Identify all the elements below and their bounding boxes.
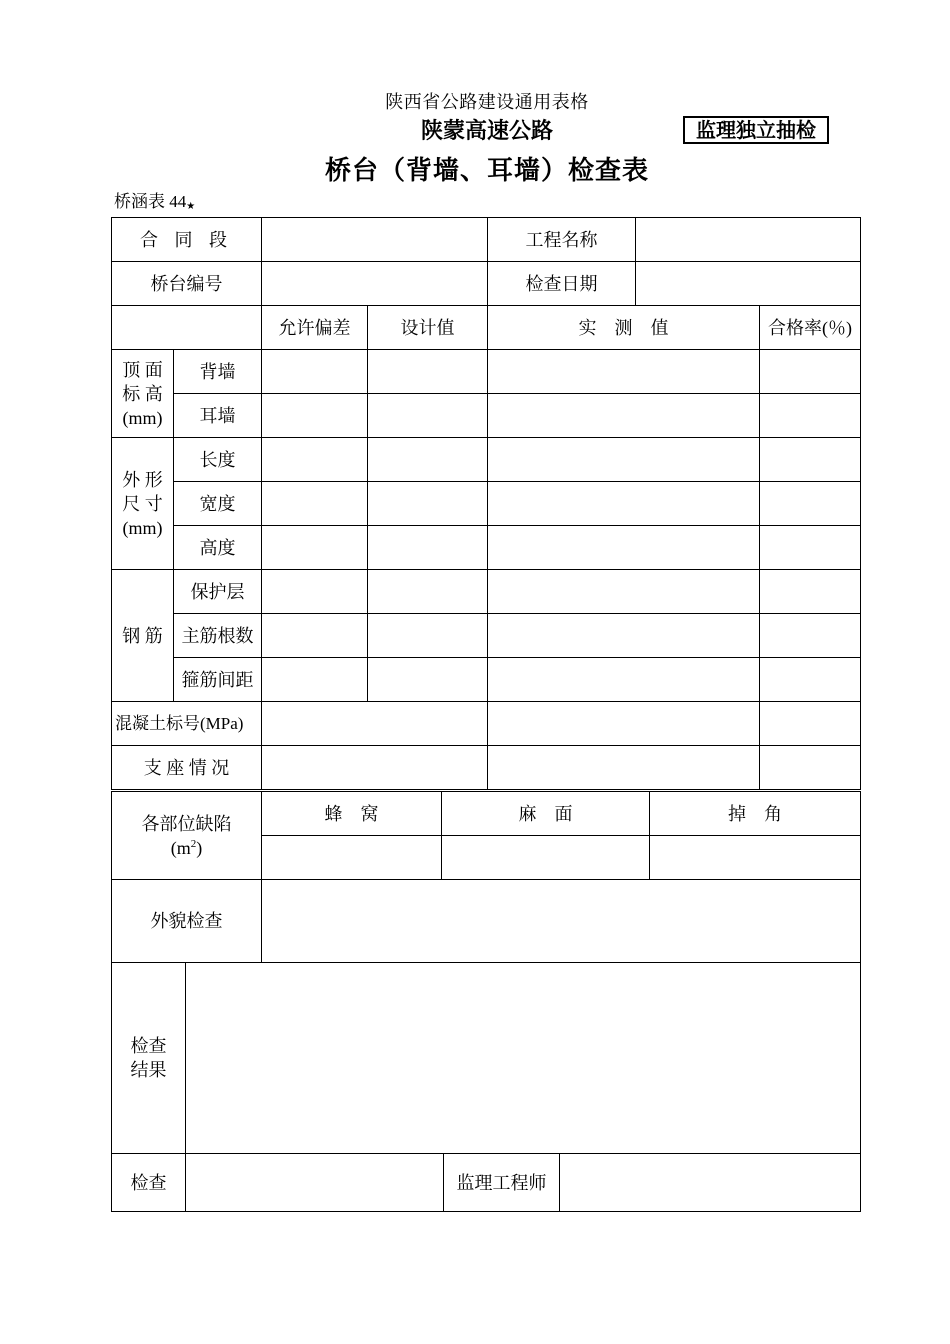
ear-wall-tolerance-cell[interactable]: [262, 394, 368, 438]
concrete-grade-label: 混凝土标号(MPa): [112, 702, 262, 746]
height-label: 高度: [174, 526, 262, 570]
elevation-group-label: [112, 350, 174, 438]
design-value-header: 设计值: [368, 306, 488, 350]
contract-field[interactable]: [262, 218, 488, 262]
abutment-number-field[interactable]: [262, 262, 488, 306]
height-pass-rate-cell[interactable]: [760, 526, 861, 570]
column-header-row: [112, 306, 861, 350]
pitting-header: 麻 面: [442, 792, 650, 836]
contract-label: 合 同 段: [112, 218, 262, 262]
result-label-line1: 检查: [130, 1036, 167, 1056]
honeycomb-value-cell[interactable]: [262, 836, 442, 880]
form-title: 桥台（背墙、耳墙）检查表: [324, 156, 649, 186]
width-measured-cell[interactable]: [488, 482, 760, 526]
defects-unit-text: (m: [170, 837, 191, 858]
ear-wall-pass-rate-cell[interactable]: [760, 394, 861, 438]
project-name-field[interactable]: [636, 218, 861, 262]
honeycomb-header: 蜂 窝: [262, 792, 442, 836]
back-wall-design-cell[interactable]: [368, 350, 488, 394]
corner-loss-value-cell[interactable]: [650, 836, 861, 880]
project-name-label: 工程名称: [488, 218, 636, 262]
table-row: [112, 614, 861, 658]
table-row: [112, 526, 861, 570]
inspector-label: 检查: [112, 1154, 186, 1212]
bearing-value-cell[interactable]: [262, 746, 488, 790]
inspection-table: [111, 217, 861, 790]
abutment-number-label: 桥台编号: [112, 262, 262, 306]
appearance-field[interactable]: [262, 880, 861, 963]
stirrup-tolerance-cell[interactable]: [262, 658, 368, 702]
table-row: [112, 702, 861, 746]
measured-value-header: 实 测 值: [488, 306, 760, 350]
concrete-grade-measured-cell[interactable]: [488, 702, 760, 746]
ear-wall-label: 耳墙: [174, 394, 262, 438]
info-row-1: [112, 218, 861, 262]
dimension-label-line1: 外 形: [122, 469, 163, 490]
defects-unit-exponent: 2: [190, 837, 197, 850]
main-bar-tolerance-cell[interactable]: [262, 614, 368, 658]
stirrup-design-cell[interactable]: [368, 658, 488, 702]
table-row: [112, 746, 861, 790]
width-label: 宽度: [174, 482, 262, 526]
table-row: [112, 438, 861, 482]
info-row-2: [112, 262, 861, 306]
rebar-group-label: 钢 筋: [112, 570, 174, 702]
table-row: [112, 394, 861, 438]
defects-header-row: [112, 792, 861, 836]
cover-pass-rate-cell[interactable]: [760, 570, 861, 614]
appearance-row: [112, 880, 861, 963]
elevation-label-unit: (mm): [122, 407, 163, 428]
length-tolerance-cell[interactable]: [262, 438, 368, 482]
table-row: [112, 658, 861, 702]
width-tolerance-cell[interactable]: [262, 482, 368, 526]
form-number-text: 桥涵表 44: [114, 192, 187, 211]
stirrup-measured-cell[interactable]: [488, 658, 760, 702]
result-field[interactable]: [186, 963, 861, 1154]
engineer-label: 监理工程师: [444, 1154, 560, 1212]
width-pass-rate-cell[interactable]: [760, 482, 861, 526]
concrete-grade-pass-rate-cell[interactable]: [760, 702, 861, 746]
pitting-value-cell[interactable]: [442, 836, 650, 880]
supervision-stamp: 监理独立抽检: [683, 116, 829, 144]
table-row: [112, 482, 861, 526]
bearing-label: 支 座 情 况: [112, 746, 262, 790]
length-pass-rate-cell[interactable]: [760, 438, 861, 482]
pass-rate-header: 合格率(％): [760, 306, 861, 350]
defects-label-line1: 各部位缺陷: [141, 813, 232, 834]
corner-cell: [112, 306, 262, 350]
result-label-line2: 结果: [130, 1060, 167, 1080]
result-row: [112, 963, 861, 1154]
back-wall-measured-cell[interactable]: [488, 350, 760, 394]
cover-measured-cell[interactable]: [488, 570, 760, 614]
dimension-label-unit: (mm): [122, 517, 163, 538]
dimension-group-label: [112, 438, 174, 570]
main-bar-measured-cell[interactable]: [488, 614, 760, 658]
main-bar-count-label: 主筋根数: [174, 614, 262, 658]
bearing-measured-cell[interactable]: [488, 746, 760, 790]
result-label: [112, 963, 186, 1154]
back-wall-label: 背墙: [174, 350, 262, 394]
table-row: [112, 350, 861, 394]
stirrup-pass-rate-cell[interactable]: [760, 658, 861, 702]
height-measured-cell[interactable]: [488, 526, 760, 570]
elevation-label-line2: 标 高: [122, 383, 163, 404]
bearing-pass-rate-cell[interactable]: [760, 746, 861, 790]
appearance-label: 外貌检查: [112, 880, 262, 963]
inspection-date-field[interactable]: [636, 262, 861, 306]
concrete-grade-value-cell[interactable]: [262, 702, 488, 746]
highway-name: 陕蒙高速公路: [420, 119, 553, 144]
cover-design-cell[interactable]: [368, 570, 488, 614]
dimension-label-line2: 尺 寸: [122, 493, 163, 514]
inspection-date-label: 检查日期: [488, 262, 636, 306]
main-bar-pass-rate-cell[interactable]: [760, 614, 861, 658]
ear-wall-measured-cell[interactable]: [488, 394, 760, 438]
height-design-cell[interactable]: [368, 526, 488, 570]
form-number: [114, 187, 195, 212]
table-row: [112, 570, 861, 614]
defects-unit-close: ): [196, 837, 203, 858]
main-bar-design-cell[interactable]: [368, 614, 488, 658]
length-measured-cell[interactable]: [488, 438, 760, 482]
defects-label-unit: [112, 836, 261, 860]
ear-wall-design-cell[interactable]: [368, 394, 488, 438]
organization-header: 陕西省公路建设通用表格: [385, 92, 589, 112]
engineer-signature-field[interactable]: [560, 1154, 861, 1212]
result-table: [111, 962, 861, 1212]
length-label: 长度: [174, 438, 262, 482]
height-tolerance-cell[interactable]: [262, 526, 368, 570]
cover-label: 保护层: [174, 570, 262, 614]
signature-row: [112, 1154, 861, 1212]
tolerance-header: 允许偏差: [262, 306, 368, 350]
star-icon: ★: [186, 201, 196, 212]
elevation-label-line1: 顶 面: [122, 359, 163, 380]
inspector-signature-field[interactable]: [186, 1154, 444, 1212]
defects-label: [112, 792, 262, 880]
width-design-cell[interactable]: [368, 482, 488, 526]
back-wall-pass-rate-cell[interactable]: [760, 350, 861, 394]
corner-loss-header: 掉 角: [650, 792, 861, 836]
back-wall-tolerance-cell[interactable]: [262, 350, 368, 394]
defects-table: [111, 791, 861, 963]
stirrup-spacing-label: 箍筋间距: [174, 658, 262, 702]
cover-tolerance-cell[interactable]: [262, 570, 368, 614]
length-design-cell[interactable]: [368, 438, 488, 482]
